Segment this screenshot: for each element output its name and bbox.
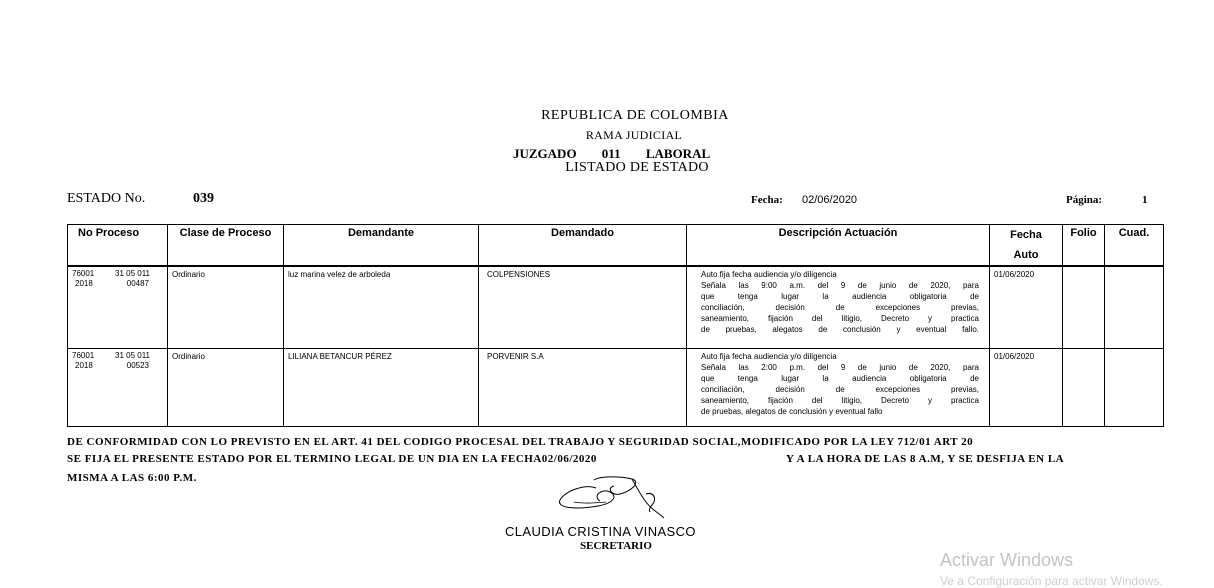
court-title: JUZGADO 011 LABORAL <box>513 146 711 161</box>
col-header-auto: Auto <box>1013 249 1039 261</box>
republic-title: REPUBLICA DE COLOMBIA <box>541 108 729 123</box>
legal-notice-line: DE CONFORMIDAD CON LO PREVISTO EN EL ART. 41 DEL CODIGO PROCESAL DEL TRABAJO Y SEGURIDAD SOCIAL,MODIFICADO POR LA LEY 712/01 ART 20 <box>67 436 974 448</box>
col-header-descripcion: Descripción Actuación <box>687 225 990 267</box>
description-line: de pruebas, alegatos de conclusión y eventual fallo. <box>701 325 979 334</box>
table-row <box>68 348 1164 426</box>
cell-demandado: COLPENSIONES <box>479 266 687 348</box>
cell-folio <box>1063 348 1105 426</box>
col-header-clase: Clase de Proceso <box>168 225 284 267</box>
description-line: que tenga lugar la audiencia obligatoria de <box>701 373 979 383</box>
description-title: Auto fija fecha audiencia y/o diligencia <box>701 351 837 361</box>
col-header-fecha-auto <box>990 225 1063 267</box>
listing-title: LISTADO DE ESTADO <box>565 160 709 175</box>
cell-descripcion <box>687 348 990 426</box>
cell-clase: Ordinario <box>168 348 284 426</box>
process-table <box>67 224 1164 427</box>
process-part: 00523 <box>126 360 149 370</box>
description-line: Señala las 9:00 a.m. del 9 de junio de 2020, para <box>701 281 979 290</box>
description-line: saneamiento, fijación del litigio, Decreto y practica <box>701 314 979 323</box>
table-header-row <box>68 225 1164 267</box>
page-label: Página: <box>1066 194 1103 206</box>
col-header-no-proceso: No Proceso <box>68 225 168 267</box>
col-header-folio: Folio <box>1063 225 1105 267</box>
cell-descripcion <box>687 266 990 348</box>
process-part: 31 05 011 <box>115 350 150 360</box>
process-part: 31 05 011 <box>115 269 150 278</box>
branch-title: RAMA JUDICIAL <box>585 128 683 142</box>
signer-name: CLAUDIA CRISTINA VINASCO <box>505 524 696 539</box>
description-line: conciliación, decisión de excepciones previas, <box>701 303 979 312</box>
description-line: Señala las 2:00 p.m. del 9 de junio de 2020, para <box>701 362 979 372</box>
cell-cuad <box>1105 266 1164 348</box>
page-number: 1 <box>1142 194 1148 206</box>
cell-cuad <box>1105 348 1164 426</box>
table-row <box>68 266 1164 348</box>
description-line: saneamiento, fijación del litigio, Decreto y practica <box>701 395 979 405</box>
col-header-cuad: Cuad. <box>1105 225 1164 267</box>
legal-notice-line: MISMA A LAS 6:00 P.M. <box>67 472 197 484</box>
process-part: 00487 <box>126 279 149 288</box>
windows-activation-subtitle: Ve a Configuración para activar Windows. <box>940 574 1163 588</box>
description-line: que tenga lugar la audiencia obligatoria de <box>701 292 979 301</box>
estado-label: ESTADO No. <box>67 191 146 206</box>
handwritten-signature <box>556 474 671 520</box>
date-value: 02/06/2020 <box>802 194 858 206</box>
cell-fecha-auto: 01/06/2020 <box>990 266 1063 348</box>
description-line: conciliación, decisión de excepciones previas, <box>701 384 979 394</box>
cell-no-proceso <box>68 266 168 348</box>
cell-fecha-auto: 01/06/2020 <box>990 348 1063 426</box>
col-header-demandante: Demandante <box>284 225 479 267</box>
legal-notice-line: SE FIJA EL PRESENTE ESTADO POR EL TERMINO LEGAL DE UN DIA EN LA FECHA02/06/2020 <box>67 453 597 465</box>
estado-number: 039 <box>193 191 214 206</box>
cell-demandante: LILIANA BETANCUR PÉREZ <box>284 348 479 426</box>
cell-clase: Ordinario <box>168 266 284 348</box>
col-header-demandado: Demandado <box>479 225 687 267</box>
signer-title: SECRETARIO <box>580 540 652 552</box>
description-title: Auto fija fecha audiencia y/o diligencia <box>701 270 837 279</box>
process-part: 76001 <box>72 269 95 278</box>
legal-notice-line: Y A LA HORA DE LAS 8 A.M, Y SE DESFIJA EN LA <box>786 453 1065 465</box>
cell-no-proceso <box>68 348 168 426</box>
description-line: de pruebas, alegatos de conclusión y eventual fallo <box>701 406 883 416</box>
cell-folio <box>1063 266 1105 348</box>
process-part: 76001 <box>72 350 95 360</box>
cell-demandado: PORVENIR S.A <box>479 348 687 426</box>
process-part: 2018 <box>75 360 93 370</box>
windows-activation-title: Activar Windows <box>940 550 1074 570</box>
date-label: Fecha: <box>751 194 783 206</box>
process-part: 2018 <box>75 279 93 288</box>
cell-demandante: luz marina velez de arboleda <box>284 266 479 348</box>
col-header-fecha: Fecha <box>1010 229 1042 241</box>
